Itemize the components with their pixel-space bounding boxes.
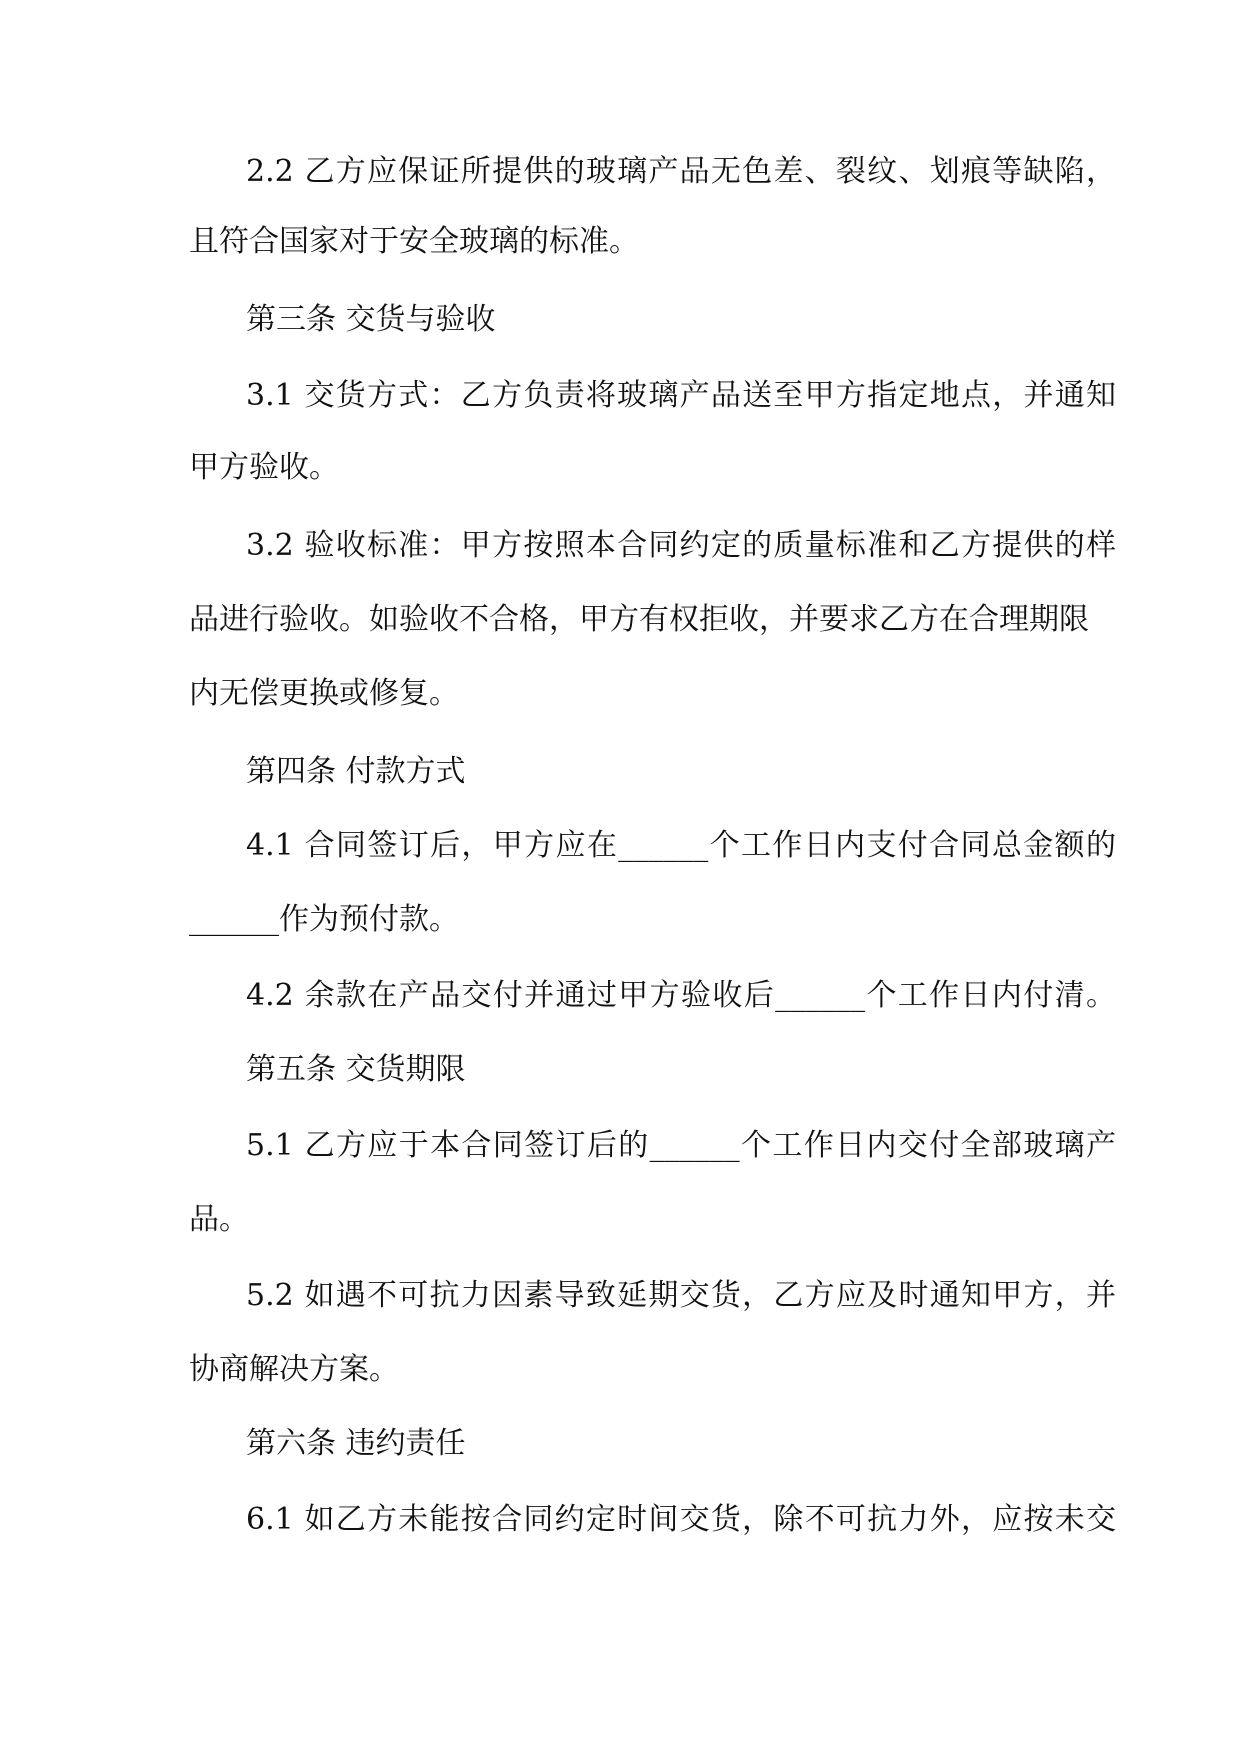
- article-5-heading: 第五条 交货期限: [246, 1052, 466, 1087]
- clause-5-2-line-2: 协商解决方案。: [189, 1352, 399, 1387]
- clause-3-2-line-1: 3.2 验收标准：甲方按照本合同约定的质量标准和乙方提供的样: [246, 528, 1116, 563]
- clause-5-1-line-2: 品。: [189, 1202, 249, 1237]
- article-4-heading: 第四条 付款方式: [246, 754, 466, 789]
- clause-5-2-line-1: 5.2 如遇不可抗力因素导致延期交货，乙方应及时通知甲方，并: [246, 1278, 1116, 1313]
- clause-3-2-line-2: 品进行验收。如验收不合格，甲方有权拒收，并要求乙方在合理期限: [189, 602, 1089, 637]
- article-3-heading: 第三条 交货与验收: [246, 302, 496, 337]
- clause-3-1-line-1: 3.1 交货方式：乙方负责将玻璃产品送至甲方指定地点，并通知: [246, 378, 1116, 413]
- clause-3-1-line-2: 甲方验收。: [189, 450, 339, 485]
- clause-4-2-line-1: 4.2 余款在产品交付并通过甲方验收后______个工作日内付清。: [246, 978, 1116, 1013]
- clause-6-1-line-1: 6.1 如乙方未能按合同约定时间交货，除不可抗力外，应按未交: [246, 1502, 1116, 1537]
- clause-5-1-line-1: 5.1 乙方应于本合同签订后的______个工作日内交付全部玻璃产: [246, 1128, 1116, 1163]
- clause-2-2-line-2: 且符合国家对于安全玻璃的标准。: [189, 224, 639, 259]
- article-6-heading: 第六条 违约责任: [246, 1426, 466, 1461]
- clause-4-1-line-1: 4.1 合同签订后，甲方应在______个工作日内支付合同总金额的: [246, 828, 1116, 863]
- clause-2-2-line-1: 2.2 乙方应保证所提供的玻璃产品无色差、裂纹、划痕等缺陷，: [246, 154, 1116, 189]
- clause-4-1-line-2: ______作为预付款。: [189, 902, 459, 937]
- clause-3-2-line-3: 内无偿更换或修复。: [189, 676, 459, 711]
